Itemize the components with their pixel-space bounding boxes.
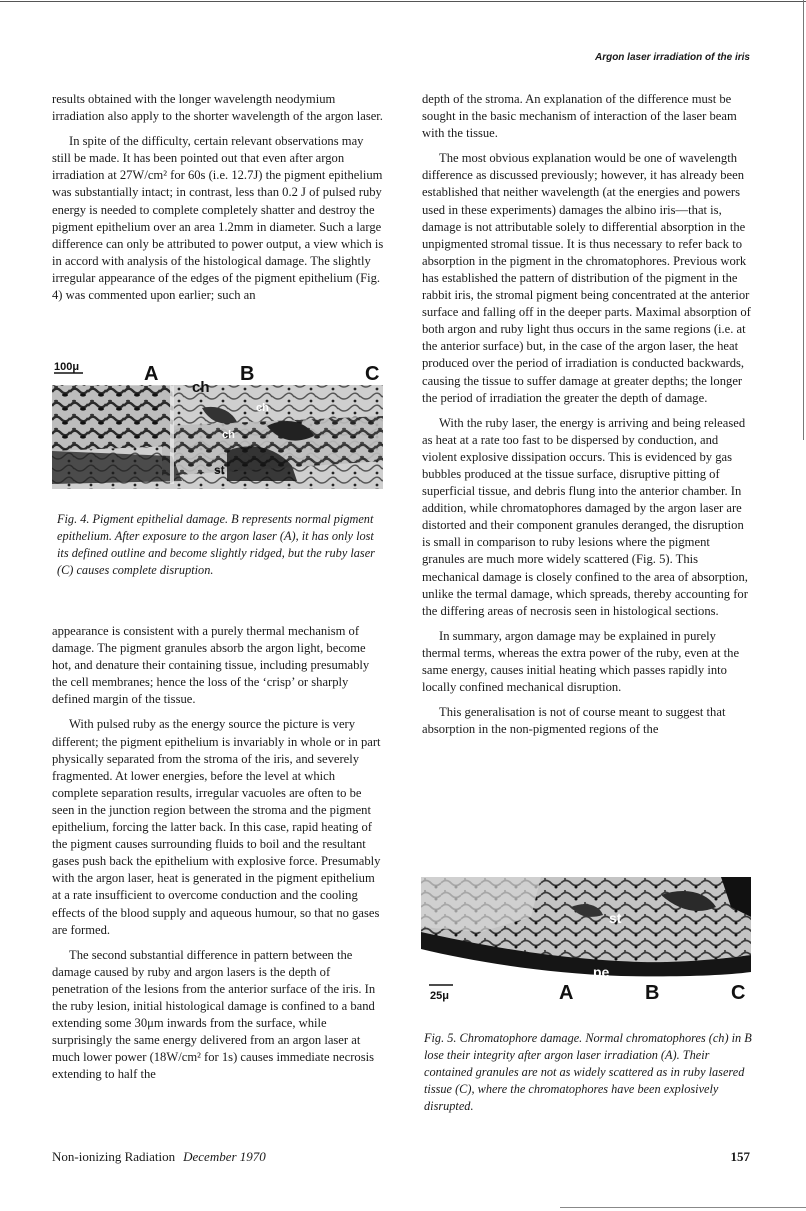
label-ch-3: ch [222, 429, 235, 441]
paragraph: With pulsed ruby as the energy source the picture is very different; the pigment epithelium is invariably in whole or in part physically separated from the stroma of the iris, and severely fragmented. At lower energies, before the level at which complete separation results, irregular vacuoles are often to be seen in the junction region between the stroma and the pigment epithelium, forcing the latter back. In this case, rapid heating of the pigment causes surrounding fluids to boil and the resultant gases push back the epithelium with explosive force. Presumably with the argon laser, heat is generated in the pigment epithelium at a rate insufficient to overcome conduction and the cooling effects of the blood supply and aqueous humour, so that no gases are formed. [52, 717, 381, 937]
paragraph: In spite of the difficulty, certain relevant observations may still be made. It has been pointed out that even after argon irradiation at 27W/cm² for 60s (i.e. 12.7J) the pigment epithelium was substantially intact; in contrast, less than 0.2 J of pulsed ruby energy is needed to complete completely shatter and destroy the pigment epithelium over an area 1.2mm in diameter. Such a large difference can only be attributed to power output, a view which is in accord with analysis of the histological damage. The slightly irregular appearance of the edges of the pigment epithelium (Fig. 4) was commented upon earlier; such an [52, 134, 384, 303]
scale-label: 100μ [54, 361, 80, 373]
paragraph: With the ruby laser, the energy is arriving and being released as heat at a rate too fast to be dispersed by conduction, and violent explosive dissipation occurs. This is evidenced by gas bubbles produced at the tissue surface, disruptive pitting of superficial tissue, and debris flung into the anterior chamber. In addition, while chromatophores damaged by the argon laser are distorted and their component granules deranged, the disruption is small in comparison to ruby lesions where the pigment granules are much more widely scattered (Fig. 5). This mechanical damage is closely confined to the area of absorption, unlike the termal damage, which spreads, thereby accounting for the differing areas of necrosis seen in histological sections. [422, 415, 748, 618]
bottom-border-rule [560, 1207, 806, 1208]
label-pe: pe [593, 964, 610, 980]
left-column-top [52, 91, 384, 312]
label-st: st [609, 910, 622, 926]
footer-journal [52, 1149, 266, 1165]
figure-4-image [52, 356, 383, 489]
panel-label-b: B [240, 363, 255, 385]
right-border-rule [803, 0, 804, 440]
label-ch-2: ch [256, 402, 269, 414]
panel-label-c: C [731, 982, 746, 1004]
label-st: st [214, 463, 225, 477]
panel-label-a: A [559, 982, 574, 1004]
paragraph: In summary, argon damage may be explained in purely thermal terms, whereas the extra power of the ruby, even at the same energy, causes initial heating which passes rapidly into locally confined mechanical disruption. [422, 628, 740, 695]
panel-label-a: A [144, 363, 159, 385]
journal-name: Non-ionizing Radiation [52, 1149, 176, 1164]
label-ch: ch [192, 379, 210, 396]
figure-5-image [421, 877, 751, 1005]
paragraph: The most obvious explanation would be one of wavelength difference as discussed previously; however, it has already been established that neither wavelength (at the energies and powers used in these experiments) damages the albino iris—that is, damage is not attributable solely to differential absorption in the unpigmented stromal tissue. It is thus necessary to refer back to absorption in the pigment in the chromatophores. Previous work has established the pattern of distribution of the pigment in the rabbit iris, the stromal pigment being concentrated at the anterior surface and falling off in the deeper parts. Maximal absorption of both argon and ruby light thus occurs in the same regions (i.e. at the anterior surface) but, in the case of the argon laser, the heat produced over the period of irradiation is conducted backwards, causing the tissue to suffer damage at greater depths; the longer the period of irradiation the greater the depth of damage. [422, 151, 751, 405]
figure-4-micrograph [52, 356, 383, 489]
scale-label: 25μ [430, 990, 449, 1002]
left-column-bottom [52, 623, 384, 1091]
figure-4-caption: Fig. 4. Pigment epithelial damage. B represents normal pigment epithelium. After exposure to the argon laser (A), it has only lost its defined outline and become slightly ridged, but the ruby laser (C) causes complete disruption. [57, 512, 375, 577]
panel-label-c: C [365, 363, 380, 385]
page-number: 157 [730, 1149, 750, 1164]
right-column [422, 91, 754, 746]
paragraph: depth of the stroma. An explanation of the difference must be sought in the basic mechanism of interaction of the laser beam with the tissue. [422, 92, 737, 141]
paragraph: This generalisation is not of course meant to suggest that absorption in the non-pigmented regions of the [422, 705, 726, 737]
figure-5-micrograph [421, 877, 751, 1005]
figure-5-caption: Fig. 5. Chromatophore damage. Normal chromatophores (ch) in B lose their integrity after argon laser irradiation (A). Their contained granules are not as widely scattered as in ruby lasered tissue (C), where the chromatophores have been explosively disrupted. [424, 1031, 752, 1113]
running-head: Argon laser irradiation of the iris [594, 52, 750, 63]
issue-date: December 1970 [183, 1149, 266, 1164]
top-border-rule [0, 1, 806, 2]
panel-label-b: B [645, 982, 660, 1004]
paragraph: results obtained with the longer wavelength neodymium irradiation also apply to the shorter wavelength of the argon laser. [52, 92, 383, 124]
paragraph: The second substantial difference in pattern between the damage caused by ruby and argon lasers is the depth of penetration of the lesions from the anterior surface of the iris. In the ruby lesion, initial histological damage is confined to a band extending some 30μm inwards from the surface, while surprisingly the same energy delivered from an argon laser at much lower power (18W/cm² for 1s) causes immediate necrosis extending to half the [52, 947, 376, 1082]
paragraph: appearance is consistent with a purely thermal mechanism of damage. The pigment granules absorb the argon light, become hot, and denature their containing tissue, including presumably the cell membranes; hence the loss of the ‘crisp’ or sharply defined margin of the tissue. [52, 624, 370, 707]
